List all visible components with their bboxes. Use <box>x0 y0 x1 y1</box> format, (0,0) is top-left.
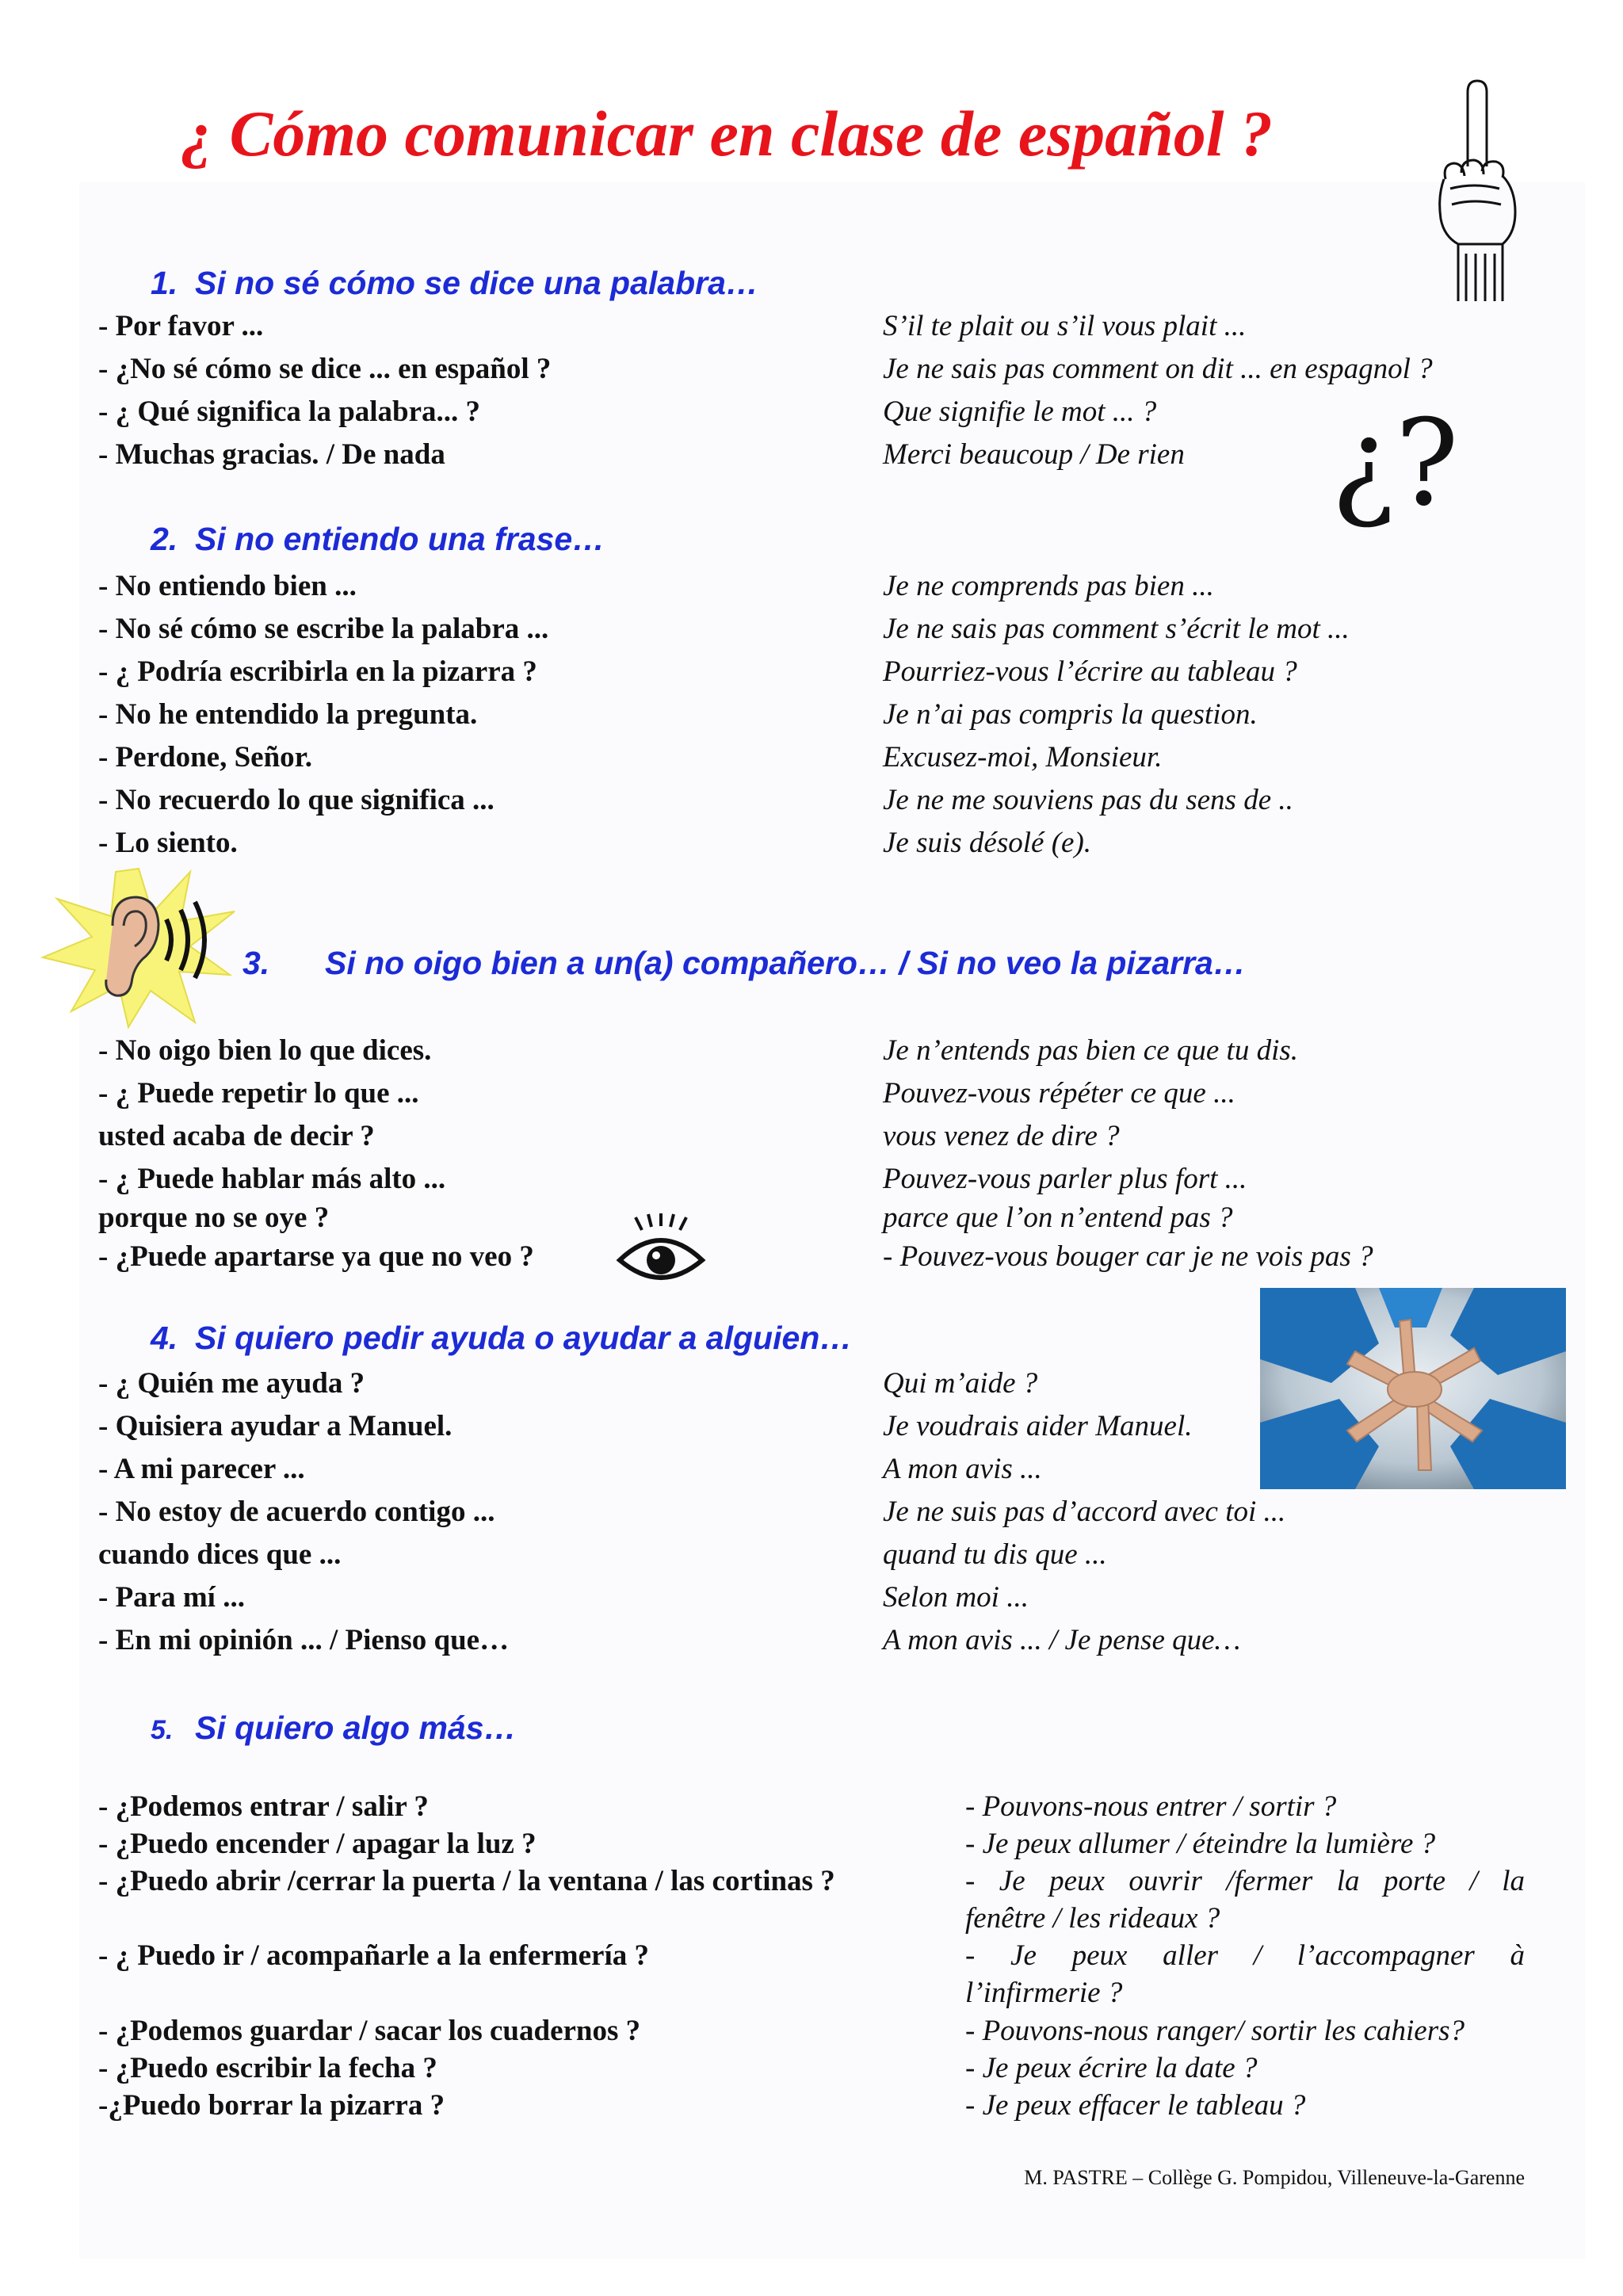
hand-pointing-up-icon <box>1426 78 1529 308</box>
section-3-heading <box>242 947 1246 980</box>
spanish-phrase: - ¿Puede apartarse ya que no veo ? <box>98 1240 534 1273</box>
spanish-phrase: - ¿Puedo encender / apagar la luz ? <box>98 1828 537 1860</box>
french-translation: - Je peux allumer / éteindre la lumière ? <box>965 1828 1436 1860</box>
french-translation: quand tu dis que ... <box>883 1538 1107 1571</box>
phrase-row <box>0 1369 1623 1408</box>
french-translation: Je ne me souviens pas du sens de .. <box>883 784 1293 816</box>
spanish-phrase: - Perdone, Señor. <box>98 741 312 774</box>
french-translation: Je n’entends pas bien ce que tu dis. <box>883 1034 1299 1067</box>
french-translation: - Pouvez-vous bouger car je ne vois pas ? <box>883 1240 1373 1273</box>
french-translation: Pouvez-vous répéter ce que ... <box>883 1077 1235 1110</box>
page-title: ¿ Cómo comunicar en clase de español ? <box>181 97 1274 170</box>
french-translation: parce que l’on n’entend pas ? <box>883 1201 1233 1234</box>
section-title: Si quiero pedir ayuda o ayudar a alguien… <box>195 1320 853 1356</box>
spanish-phrase: - A mi parecer ... <box>98 1453 305 1485</box>
spanish-phrase: - No sé cómo se escribe la palabra ... <box>98 613 549 645</box>
french-translation: Je n’ai pas compris la question. <box>883 698 1258 731</box>
spanish-phrase: - No estoy de acuerdo contigo ... <box>98 1496 495 1528</box>
phrase-row <box>0 1497 1623 1537</box>
spanish-phrase: - No recuerdo lo que significa ... <box>98 784 495 816</box>
phrase-row <box>0 1164 1623 1204</box>
phrase-row <box>0 1242 1623 1282</box>
spanish-phrase: - Por favor ... <box>98 310 264 342</box>
french-translation: Que signifie le mot ... ? <box>883 395 1157 428</box>
spanish-phrase: - ¿Puedo escribir la fecha ? <box>98 2052 437 2084</box>
spanish-phrase: - ¿ Podría escribirla en la pizarra ? <box>98 655 537 688</box>
phrase-row <box>0 1412 1623 1451</box>
spanish-phrase: - En mi opinión ... / Pienso que… <box>98 1624 510 1656</box>
section-number: 4. <box>151 1320 178 1356</box>
phrase-row <box>0 1121 1623 1161</box>
french-translation-continued: fenêtre / les rideaux ? <box>965 1902 1220 1935</box>
phrase-row <box>0 1866 1623 1906</box>
phrase-row <box>0 1203 1623 1243</box>
french-translation: A mon avis ... <box>883 1453 1042 1485</box>
spanish-phrase: - No oigo bien lo que dices. <box>98 1034 432 1067</box>
spanish-phrase: - ¿ Quién me ayuda ? <box>98 1367 365 1400</box>
spanish-phrase: - Lo siento. <box>98 827 238 859</box>
spanish-phrase: - ¿No sé cómo se dice ... en español ? <box>98 353 552 385</box>
french-translation: Qui m’aide ? <box>883 1367 1038 1400</box>
spanish-phrase: - ¿Podemos guardar / sacar los cuadernos ? <box>98 2015 641 2047</box>
french-translation-continued: l’infirmerie ? <box>965 1977 1123 2009</box>
spanish-phrase: - ¿ Puede repetir lo que ... <box>98 1077 419 1110</box>
section-2-heading <box>151 523 605 556</box>
section-4-heading <box>151 1322 852 1354</box>
ear-sound-icon <box>40 864 238 1030</box>
phrase-row <box>0 2053 1623 2093</box>
spanish-phrase: cuando dices que ... <box>98 1538 342 1571</box>
french-translation: Je ne comprends pas bien ... <box>883 570 1214 602</box>
phrase-row <box>0 785 1623 825</box>
french-translation: - Je peux effacer le tableau ? <box>965 2089 1306 2122</box>
spanish-phrase: - ¿Podemos entrar / salir ? <box>98 1790 429 1823</box>
section-1-heading <box>151 267 758 300</box>
phrase-row <box>0 700 1623 739</box>
phrase-row <box>0 571 1623 611</box>
phrase-row <box>0 1583 1623 1622</box>
french-translation: Pouvez-vous parler plus fort ... <box>883 1163 1247 1195</box>
section-title: Si quiero algo más… <box>195 1710 517 1746</box>
french-translation: - Pouvons-nous entrer / sortir ? <box>965 1790 1337 1823</box>
phrase-row <box>0 1079 1623 1118</box>
french-translation: Pourriez-vous l’écrire au tableau ? <box>883 655 1297 688</box>
section-5-heading <box>151 1712 517 1744</box>
section-number: 3. <box>242 945 270 981</box>
section-number: 1. <box>151 265 178 301</box>
question-marks-icon: ¿? <box>1331 395 1459 533</box>
french-translation: Merci beaucoup / De rien <box>883 438 1185 471</box>
phrase-row <box>0 1626 1623 1665</box>
phrase-row <box>0 657 1623 697</box>
phrase-row <box>0 354 1623 394</box>
french-translation: Je ne sais pas comment on dit ... en espagnol ? <box>883 353 1433 385</box>
phrase-row <box>0 1941 1623 1981</box>
spanish-phrase: - No entiendo bien ... <box>98 570 357 602</box>
phrase-row <box>0 828 1623 868</box>
phrase-row <box>0 2016 1623 2056</box>
french-translation: Je voudrais aider Manuel. <box>883 1410 1193 1442</box>
spanish-phrase: - No he entendido la pregunta. <box>98 698 478 731</box>
author-footer: M. PASTRE – Collège G. Pompidou, Villeneuve-la-Garenne <box>1024 2166 1525 2189</box>
phrase-row <box>0 614 1623 654</box>
section-title: Si no entiendo una frase… <box>195 521 605 557</box>
phrase-row <box>0 397 1623 437</box>
spanish-phrase: usted acaba de decir ? <box>98 1120 375 1152</box>
section-number: 5. <box>151 1715 174 1745</box>
spanish-phrase: - Quisiera ayudar a Manuel. <box>98 1410 453 1442</box>
spanish-phrase: - Muchas gracias. / De nada <box>98 438 445 471</box>
french-translation: - Je peux ouvrir /fermer la porte / la <box>965 1865 1525 1897</box>
phrase-row <box>0 1792 1623 1832</box>
phrase-row <box>0 743 1623 782</box>
phrase-row <box>0 1036 1623 1075</box>
section-title: Si no sé cómo se dice una palabra… <box>195 265 758 301</box>
phrase-row <box>0 311 1623 351</box>
french-translation: - Pouvons-nous ranger/ sortir les cahiers? <box>965 2015 1465 2047</box>
spanish-phrase: porque no se oye ? <box>98 1201 330 1234</box>
french-translation: Je ne suis pas d’accord avec toi ... <box>883 1496 1286 1528</box>
phrase-row-continuation <box>0 1904 1623 1943</box>
french-translation: - Je peux écrire la date ? <box>965 2052 1258 2084</box>
french-translation: Je suis désolé (e). <box>883 827 1092 859</box>
phrase-row <box>0 1540 1623 1580</box>
french-translation: A mon avis ... / Je pense que… <box>883 1624 1241 1656</box>
spanish-phrase: -¿Puedo borrar la pizarra ? <box>98 2089 445 2122</box>
phrase-row <box>0 1829 1623 1869</box>
spanish-phrase: - ¿ Qué significa la palabra... ? <box>98 395 481 428</box>
phrase-row <box>0 1454 1623 1494</box>
french-translation: - Je peux aller / l’accompagner à <box>965 1939 1525 1972</box>
phrase-row <box>0 2091 1623 2130</box>
french-translation: S’il te plait ou s’il vous plait ... <box>883 310 1247 342</box>
spanish-phrase: - ¿ Puedo ir / acompañarle a la enfermería ? <box>98 1939 649 1972</box>
french-translation: Selon moi ... <box>883 1581 1029 1614</box>
section-title: Si no oigo bien a un(a) compañero… / Si no veo la pizarra… <box>325 945 1246 981</box>
spanish-phrase: - ¿ Puede hablar más alto ... <box>98 1163 446 1195</box>
phrase-row <box>0 440 1623 479</box>
spanish-phrase: - ¿Puedo abrir /cerrar la puerta / la ventana / las cortinas ? <box>98 1865 835 1897</box>
section-number: 2. <box>151 521 178 557</box>
phrase-row-continuation <box>0 1978 1623 2018</box>
spanish-phrase: - Para mí ... <box>98 1581 245 1614</box>
french-translation: vous venez de dire ? <box>883 1120 1120 1152</box>
french-translation: Excusez-moi, Monsieur. <box>883 741 1163 774</box>
french-translation: Je ne sais pas comment s’écrit le mot ... <box>883 613 1350 645</box>
